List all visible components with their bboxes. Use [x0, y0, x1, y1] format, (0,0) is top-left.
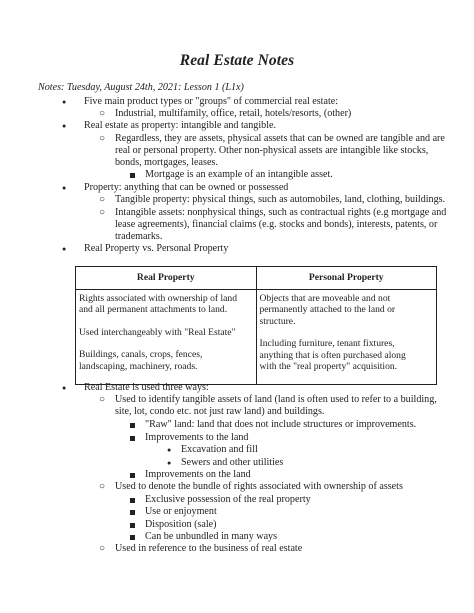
table-header-real-property: Real Property [76, 267, 257, 290]
bullet-level2: ○ [99, 481, 106, 492]
page-title: Real Estate Notes [179, 52, 295, 69]
cell-paragraph: Buildings, canals, crops, fences, landscaping, machinery, roads. [79, 349, 203, 372]
bullet-level1: ● [62, 245, 67, 253]
table-row [76, 289, 437, 384]
list-item-continuation: lease agreements), financial claims (e.g. stocks and bonds), interests, patents, or [115, 219, 438, 230]
list-item: Intangible assets: nonphysical things, such as contractual rights (e.g mortgage and [115, 207, 447, 218]
bullet-level3 [130, 473, 135, 478]
list-item: Used to identify tangible assets of land (land is often used to refer to a building, [115, 394, 437, 405]
list-item: Real estate as property: intangible and tangible. [84, 120, 276, 131]
list-item: Improvements to the land [145, 432, 249, 443]
list-item: Can be unbundled in many ways [145, 531, 278, 542]
bullet-level4: ● [167, 446, 172, 454]
bullet-level4: ● [167, 459, 172, 467]
property-comparison-table [75, 266, 437, 385]
table-header-row [76, 267, 437, 290]
list-item: Real Estate is used three ways: [84, 382, 209, 393]
bullet-level2: ○ [99, 207, 106, 218]
bullet-level1: ● [62, 98, 67, 106]
bullet-level3 [130, 423, 135, 428]
list-item: Use or enjoyment [145, 506, 217, 517]
personal-property-cell [256, 289, 437, 384]
list-item: Used to denote the bundle of rights associated with ownership of assets [115, 481, 403, 492]
list-item: Tangible property: physical things, such as automobiles, land, clothing, buildings. [115, 194, 446, 205]
bullet-level1: ● [62, 384, 67, 392]
list-item: Excavation and fill [181, 444, 258, 455]
cell-paragraph: Objects that are moveable and not permanently attached to the land or structure. [259, 292, 396, 327]
bullet-level3 [130, 535, 135, 540]
bullet-level3 [130, 523, 135, 528]
list-item: "Raw" land: land that does not include structures or improvements. [145, 419, 417, 430]
bullet-level1: ● [62, 184, 67, 192]
cell-paragraph: Used interchangeably with "Real Estate" [79, 326, 236, 338]
cell-paragraph: Rights associated with ownership of land and all permanent attachments to land. [79, 292, 238, 315]
list-item: Regardless, they are assets, physical assets that can be owned are tangible and are [115, 133, 445, 144]
list-item: Mortgage is an example of an intangible asset. [145, 169, 333, 180]
bullet-level3 [130, 436, 135, 441]
bullet-level3 [130, 173, 135, 178]
notes-date-line: Notes: Tuesday, August 24th, 2021: Lesson 1 (L1x) [38, 82, 244, 93]
list-item-continuation: bonds, mortgages, leases. [115, 157, 218, 168]
list-item-continuation: trademarks. [115, 231, 163, 242]
bullet-level2: ○ [99, 394, 106, 405]
bullet-level3 [130, 510, 135, 515]
real-property-cell [76, 289, 257, 384]
list-item-continuation: real or personal property. Other non-physical assets are intangible like stocks, [115, 145, 429, 156]
list-item: Exclusive possession of the real property [145, 494, 311, 505]
table-header-personal-property: Personal Property [256, 267, 437, 290]
list-item: Property: anything that can be owned or possessed [84, 182, 289, 193]
bullet-level2: ○ [99, 108, 106, 119]
cell-paragraph: Including furniture, tenant fixtures, anything that is often purchased along with the "real property" acquisition. [259, 338, 406, 372]
bullet-level2: ○ [99, 543, 106, 554]
list-item: Sewers and other utilities [181, 457, 284, 468]
bullet-level3 [130, 498, 135, 503]
bullet-level2: ○ [99, 133, 106, 144]
list-item: Improvements on the land [145, 469, 251, 480]
list-item: Industrial, multifamily, office, retail, hotels/resorts, (other) [115, 108, 352, 119]
list-item: Real Property vs. Personal Property [84, 243, 229, 254]
list-item: Used in reference to the business of real estate [115, 543, 303, 554]
list-item: Disposition (sale) [145, 519, 217, 530]
list-item: Five main product types or "groups" of commercial real estate: [84, 96, 339, 107]
bullet-level2: ○ [99, 194, 106, 205]
list-item-continuation: site, lot, condo etc. not just raw land) and buildings. [115, 406, 325, 417]
bullet-level1: ● [62, 122, 67, 130]
